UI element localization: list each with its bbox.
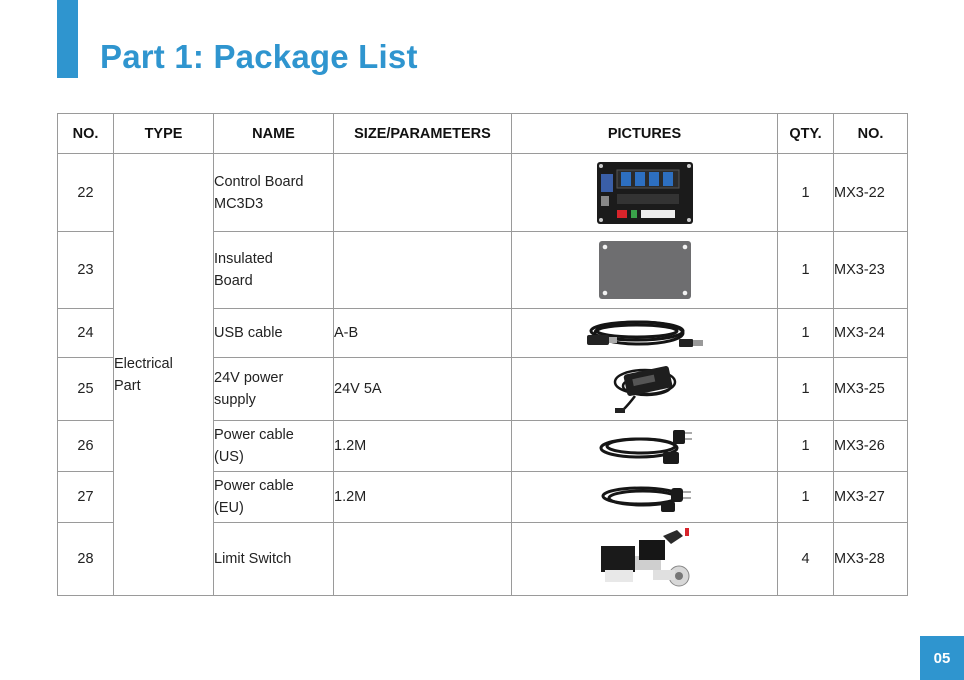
eu-power-cable-image — [597, 478, 693, 516]
type-label-line2: Part — [114, 377, 141, 394]
row-picture — [512, 309, 778, 358]
row-qty: 1 — [778, 232, 834, 309]
name-line1: Limit Switch — [214, 551, 292, 567]
row-size: 24V 5A — [334, 358, 512, 421]
table-row — [58, 154, 908, 232]
row-picture — [512, 154, 778, 232]
name-line2: supply — [214, 392, 256, 408]
page-number-badge: 05 — [920, 636, 964, 680]
row-code: MX3-23 — [834, 232, 908, 309]
type-label-line1: Electrical — [114, 355, 173, 372]
row-picture — [512, 232, 778, 309]
us-power-cable-image — [595, 424, 695, 468]
name-line1: Power cable — [214, 478, 294, 494]
row-code: MX3-26 — [834, 421, 908, 472]
usb-cable-image — [585, 313, 705, 353]
header-name: NAME — [214, 114, 334, 154]
row-size — [334, 523, 512, 596]
header-no: NO. — [58, 114, 114, 154]
row-code: MX3-25 — [834, 358, 908, 421]
row-size: A-B — [334, 309, 512, 358]
name-line2: Board — [214, 273, 253, 289]
row-code: MX3-22 — [834, 154, 908, 232]
name-line2: MC3D3 — [214, 195, 264, 212]
title-accent-bar — [57, 0, 78, 78]
row-code: MX3-24 — [834, 309, 908, 358]
header-qty: QTY. — [778, 114, 834, 154]
name-line1: USB cable — [214, 325, 283, 341]
row-no: 23 — [58, 232, 114, 309]
table-header-row — [58, 114, 908, 154]
row-name — [214, 309, 334, 358]
header-type: TYPE — [114, 114, 214, 154]
row-qty: 1 — [778, 154, 834, 232]
row-qty: 4 — [778, 523, 834, 596]
name-line1: Power cable — [214, 427, 294, 443]
row-qty: 1 — [778, 358, 834, 421]
page-title: Part 1: Package List — [100, 38, 418, 75]
name-line1: Insulated — [214, 251, 273, 267]
row-no: 24 — [58, 309, 114, 358]
limit-switch-image — [599, 526, 691, 592]
row-qty: 1 — [778, 421, 834, 472]
name-line1: Control Board — [214, 173, 304, 190]
row-no: 22 — [58, 154, 114, 232]
row-no: 28 — [58, 523, 114, 596]
row-size: 1.2M — [334, 421, 512, 472]
row-size: 1.2M — [334, 472, 512, 523]
package-list-table — [57, 113, 908, 596]
insulated-board-image — [597, 239, 693, 301]
header-size: SIZE/PARAMETERS — [334, 114, 512, 154]
row-name — [214, 523, 334, 596]
row-picture — [512, 421, 778, 472]
row-picture — [512, 523, 778, 596]
header-pictures: PICTURES — [512, 114, 778, 154]
row-name — [214, 421, 334, 472]
type-cell — [114, 154, 214, 596]
row-name — [214, 472, 334, 523]
name-line2: (US) — [214, 449, 244, 465]
row-code: MX3-28 — [834, 523, 908, 596]
row-size — [334, 154, 512, 232]
row-name — [214, 232, 334, 309]
name-line1: 24V power — [214, 370, 284, 386]
row-code: MX3-27 — [834, 472, 908, 523]
row-name — [214, 154, 334, 232]
name-line2: (EU) — [214, 500, 244, 516]
row-qty: 1 — [778, 309, 834, 358]
row-no: 25 — [58, 358, 114, 421]
row-qty: 1 — [778, 472, 834, 523]
row-no: 27 — [58, 472, 114, 523]
header-code: NO. — [834, 114, 908, 154]
row-picture — [512, 472, 778, 523]
power-supply-image — [605, 360, 685, 418]
row-picture — [512, 358, 778, 421]
control-board-image — [595, 160, 695, 226]
row-size — [334, 232, 512, 309]
row-no: 26 — [58, 421, 114, 472]
row-name — [214, 358, 334, 421]
